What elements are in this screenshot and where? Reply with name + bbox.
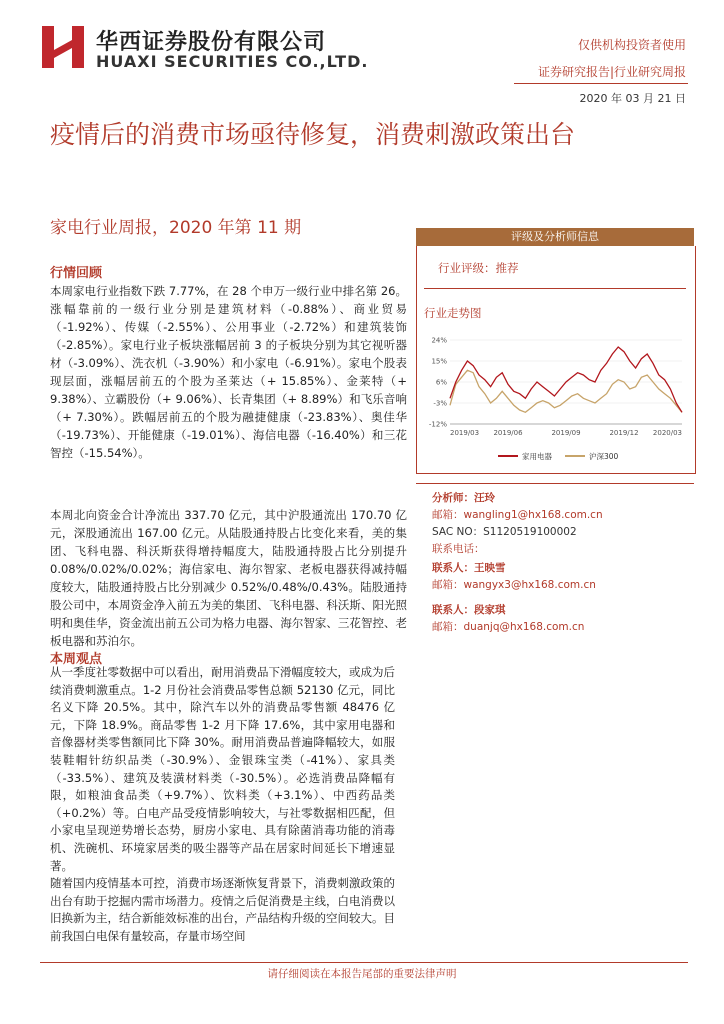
series-line-csi300 xyxy=(450,370,682,412)
rating-section-header: 评级及分析师信息 xyxy=(416,228,694,246)
analyst-email[interactable]: 邮箱：wangling1@hx168.com.cn xyxy=(432,509,603,521)
weekly-view-heading: 本周观点 xyxy=(50,652,103,667)
report-subtitle: 家电行业周报，2020 年第 11 期 xyxy=(50,218,302,238)
legal-notice: 请仔细阅读在本报告尾部的重要法律声明 xyxy=(267,968,457,980)
policy-paragraph: 随着国内疫情基本可控，消费市场逐渐恢复背景下，消费刺激政策的出台有助于挖掘内需市场潜力。疫情之后促消费是主线，白电消费以旧换新为主，结合新能效标准的出台，产品结构升级的空间较大。目前我国白电保有量较高，存量市场空间 xyxy=(50,876,395,943)
weekly-view-paragraph: 从一季度社零数据中可以看出，耐用消费品下滑幅度较大，或成为后续消费刺激重点。1-2 月份社会消费品零售总额 52130 亿元，同比名义下降 20.5%。其中，除汽车以外的消费品零售额 48476 亿元，下降 18.9%。商品零售 1-2 月下降 17.6%，其中家用电器和音像器材类零售额同比下降 30%。耐用消费品普遍降幅较大，如服装鞋帽针纺织品类（-30.9%）、金银珠宝类（-41%）、家具类（-33.5%）、建筑及装潢材料类（-30.5%）。必选消费品降幅有限，如粮油食品类（+9.7%）、饮料类（+3.1%）、中西药品类（+0.2%）等。白电产品受疫情影响较大，与社零数据相匹配，但小家电呈现逆势增长态势，厨房小家电、具有除菌消毒功能的消毒机、洗碗机、环境家居类的吸尘器等产品在居家时间延长下增速显著。 xyxy=(50,665,395,873)
analyst-block xyxy=(432,490,603,558)
market-review-paragraph: 本周家电行业指数下跌 7.77%，在 28 个申万一级行业中排名第 26。涨幅靠前的一级行业分别是建筑材料（-0.88%）、商业贸易（-1.92%）、传媒（-2.55%）、公用事业（-2.72%）和建筑装饰（-2.85%）。家电行业子板块涨幅居前 3 的子板块分别为其它视听器材（-3.09%）、洗衣机（-3.90%）和小家电（-6.91%）。家电个股表现层面，涨幅居前五的个股为圣莱达（+ 15.85%）、金莱特（+ 9.38%）、立霸股份（+ 9.06%）、长青集团（+ 8.89%）和飞乐音响（+ 7.30%）。跌幅居前五的个股为融捷健康（-23.83%）、奥佳华（-19.73%）、开能健康（-19.01%）、海信电器（-16.40%）和三花智控（-15.54%）。 xyxy=(50,284,407,460)
header-divider xyxy=(514,83,688,84)
y-tick-label: 24% xyxy=(431,336,447,345)
weekly-view-body xyxy=(50,664,395,946)
report-headline: 疫情后的消费市场亟待修复，消费刺激政策出台 xyxy=(50,120,576,149)
x-tick-label: 2020/03 xyxy=(652,429,682,437)
y-tick-label: 15% xyxy=(431,357,447,366)
y-tick-label: -3% xyxy=(433,399,447,408)
capital-flow-paragraph: 本周北向资金合计净流出 337.70 亿元，其中沪股通流出 170.70 亿元，深股通流出 167.00 亿元。从陆股通持股占比变化来看，美的集团、飞科电器、科沃斯获得增持幅度大，陆股通持股占比分别提升 0.08%/0.02%/0.02%；海信家电、海尔智家、老板电器获得减持幅度较大，陆股通持股占比分别减少 0.52%/0.48%/0.43%。陆股通持股公司中，本周资金净入前五为美的集团、飞科电器、科沃斯、阳光照明和奥佳华，资金流出前五公司为格力电器、海尔智家、三花智控、老板电器和苏泊尔。 xyxy=(50,508,407,648)
x-tick-label: 2019/09 xyxy=(551,429,581,437)
rating-divider xyxy=(424,288,686,289)
contact-block-1 xyxy=(432,560,596,594)
market-review-heading: 行情回顾 xyxy=(50,266,103,281)
contact-email[interactable]: 邮箱：duanjq@hx168.com.cn xyxy=(432,621,585,633)
x-tick-label: 2019/03 xyxy=(450,429,480,437)
contact-role: 联系人： xyxy=(432,604,474,616)
analyst-name: 汪玲 xyxy=(474,492,495,504)
market-review-body xyxy=(50,282,407,650)
contact-name: 王映雪 xyxy=(474,562,506,574)
analyst-role: 分析师： xyxy=(432,492,474,504)
series-line-home-appliance xyxy=(450,347,682,412)
contact-name: 段家琪 xyxy=(474,604,506,616)
y-tick-label: 6% xyxy=(435,378,447,387)
analyst-phone: 联系电话： xyxy=(432,543,485,555)
audience-note: 仅供机构投资者使用 xyxy=(577,38,686,52)
y-tick-label: -12% xyxy=(428,420,447,429)
legend-label-csi300: 沪深300 xyxy=(589,452,619,461)
industry-trend-chart xyxy=(420,332,690,462)
rating-value: 推荐 xyxy=(495,261,519,275)
company-name-cn: 华西证券股份有限公司 xyxy=(96,30,327,55)
legend-label-home-appliance: 家用电器 xyxy=(522,452,552,461)
analyst-divider xyxy=(416,483,694,484)
rating-label: 行业评级： xyxy=(438,261,496,275)
x-tick-label: 2019/06 xyxy=(493,429,523,437)
report-type: 证券研究报告|行业研究周报 xyxy=(537,65,686,79)
industry-rating xyxy=(438,260,519,276)
contact-role: 联系人： xyxy=(432,562,474,574)
report-date: 2020 年 03 月 21 日 xyxy=(579,92,686,105)
footer-divider xyxy=(40,962,688,963)
analyst-sac-number: SAC NO：S1120519100002 xyxy=(432,526,577,538)
contact-block-2 xyxy=(432,602,584,636)
trend-chart-title: 行业走势图 xyxy=(424,306,482,320)
x-tick-label: 2019/12 xyxy=(609,429,639,437)
company-name-en: HUAXI SECURITIES CO.,LTD. xyxy=(96,52,369,71)
huaxi-logo-icon xyxy=(42,26,84,68)
contact-email[interactable]: 邮箱：wangyx3@hx168.com.cn xyxy=(432,579,596,591)
